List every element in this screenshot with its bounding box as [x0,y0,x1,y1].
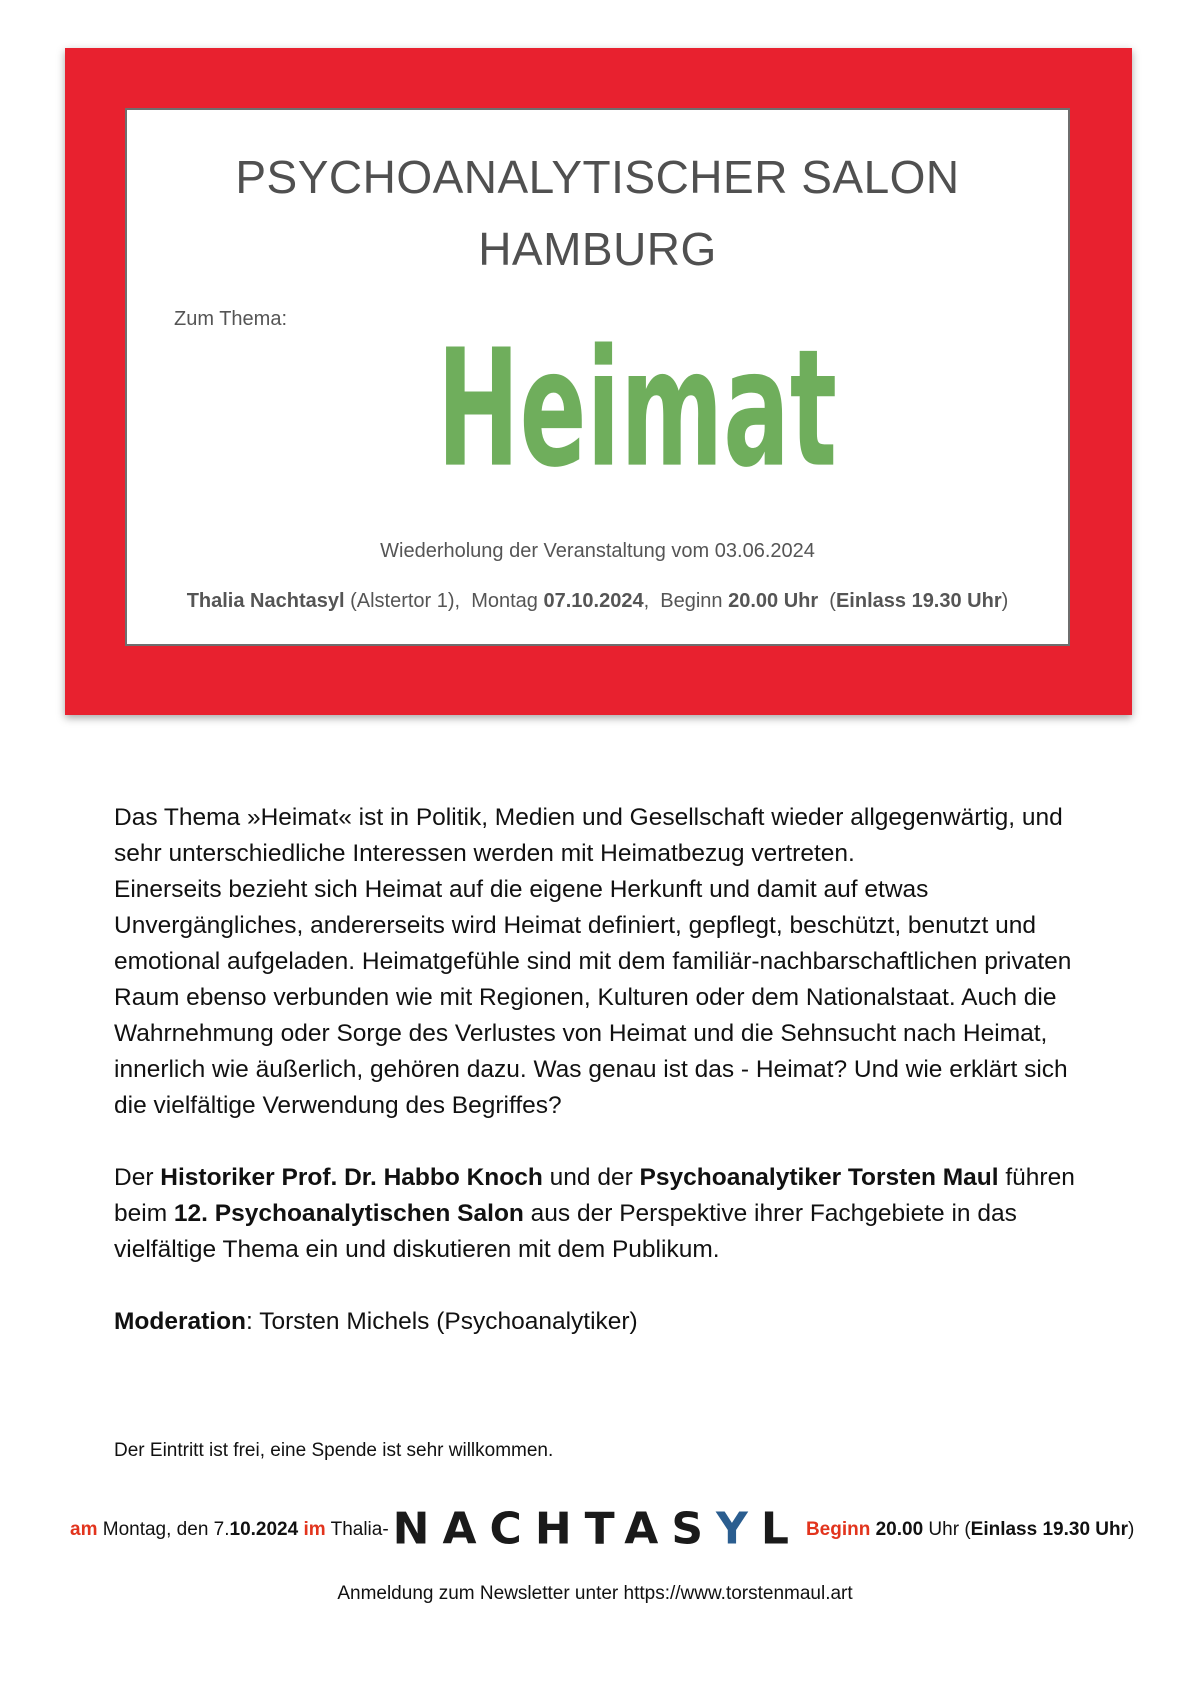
moderation [114,1304,1104,1340]
nachtasyl-logo [393,1501,802,1555]
speakers-text-2: und der [542,1164,640,1191]
footer-begin-time: 20.00 [870,1518,924,1540]
speaker-historian: Historiker Prof. Dr. Habbo Knoch [160,1164,543,1191]
einlass-time: Einlass 19.30 Uhr [835,590,1002,612]
footer-einlass: Einlass 19.30 Uhr [970,1518,1129,1540]
speakers-text-3: führen beim [114,1164,1075,1227]
nachtasyl-logo-b: L [760,1503,802,1555]
footer-close: ) [1128,1518,1135,1540]
heimat-logo [427,314,847,503]
entry-note: Der Eintritt ist frei, eine Spende ist sehr willkommen. [114,1440,554,1461]
event-details [127,590,1068,613]
footer-beginn: Beginn [805,1518,871,1540]
event-date: 07.10.2024 [543,590,644,612]
speakers-text-4: aus der Perspektive ihrer Fachgebiete in das vielfältige Thema ein und diskutieren mit dem Publikum. [114,1200,1017,1263]
description [114,800,1104,1340]
poster-frame [65,48,1132,715]
salon-number: 12. Psychoanalytischen Salon [173,1200,524,1227]
begin-time: 20.00 Uhr [728,590,819,612]
moderation-label: Moderation [114,1308,247,1335]
repeat-note: Wiederholung der Veranstaltung vom 03.06.2024 [380,540,815,562]
begin-prefix: , Beginn [643,590,729,612]
paren-open: ( [818,590,836,612]
page-subtitle: HAMBURG [478,223,717,275]
header-panel [125,108,1070,646]
footer-im: im [298,1518,326,1540]
page-title: PSYCHOANALYTISCHER SALON [235,151,960,203]
thema-label: Zum Thema: [174,308,287,330]
footer-date: 10.2024 [229,1518,299,1540]
speakers-text-1: Der [114,1164,161,1191]
paragraph-intro: Das Thema »Heimat« ist in Politik, Medien und Gesellschaft wieder allgegenwärtig, und sehr unterschiedliche Interessen werden mit Heimatbezug vertreten. [114,804,1063,867]
footer-uhr: Uhr ( [923,1518,971,1540]
footer-thalia: Thalia- [325,1518,389,1540]
paren-close: ) [1001,590,1009,612]
venue: Thalia Nachtasyl [186,590,345,612]
paragraph-speakers [114,1160,1104,1268]
heimat-logo-text: Heimat [437,314,837,503]
newsletter-note: Anmeldung zum Newsletter unter https://www.torstenmaul.art [337,1583,853,1604]
speaker-psychoanalyst: Psychoanalytiker Torsten Maul [639,1164,999,1191]
nachtasyl-logo-a: NACHTAS [392,1503,717,1555]
footer-am: am [70,1518,98,1540]
footer-event-line [70,1503,1135,1555]
paragraph-main: Einerseits bezieht sich Heimat auf die eigene Herkunft und damit auf etwas Unvergängliches, andererseits wird Heimat definiert, gepflegt, beschützt, benutzt und emotional aufgeladen. Heimatgefühle sind mit dem familiär-nachbarschaftlichen privaten Raum ebenso verbunden wie mit Regionen, Kulturen oder dem Nationalstaat. Auch die Wahrnehmung oder Sorge des Verlustes von Heimat und die Sehnsucht nach Heimat, innerlich wie äußerlich, gehören dazu. Was genau ist das - Heimat? Und wie erklärt sich die vielfältige Verwendung des Begriffes? [114,876,1072,1119]
moderation-text: : Torsten Michels (Psychoanalytiker) [246,1308,638,1335]
footer-montag: Montag, den 7. [97,1518,230,1540]
address: (Alstertor 1), Montag [344,590,544,612]
nachtasyl-logo-y: Y [716,1503,761,1555]
